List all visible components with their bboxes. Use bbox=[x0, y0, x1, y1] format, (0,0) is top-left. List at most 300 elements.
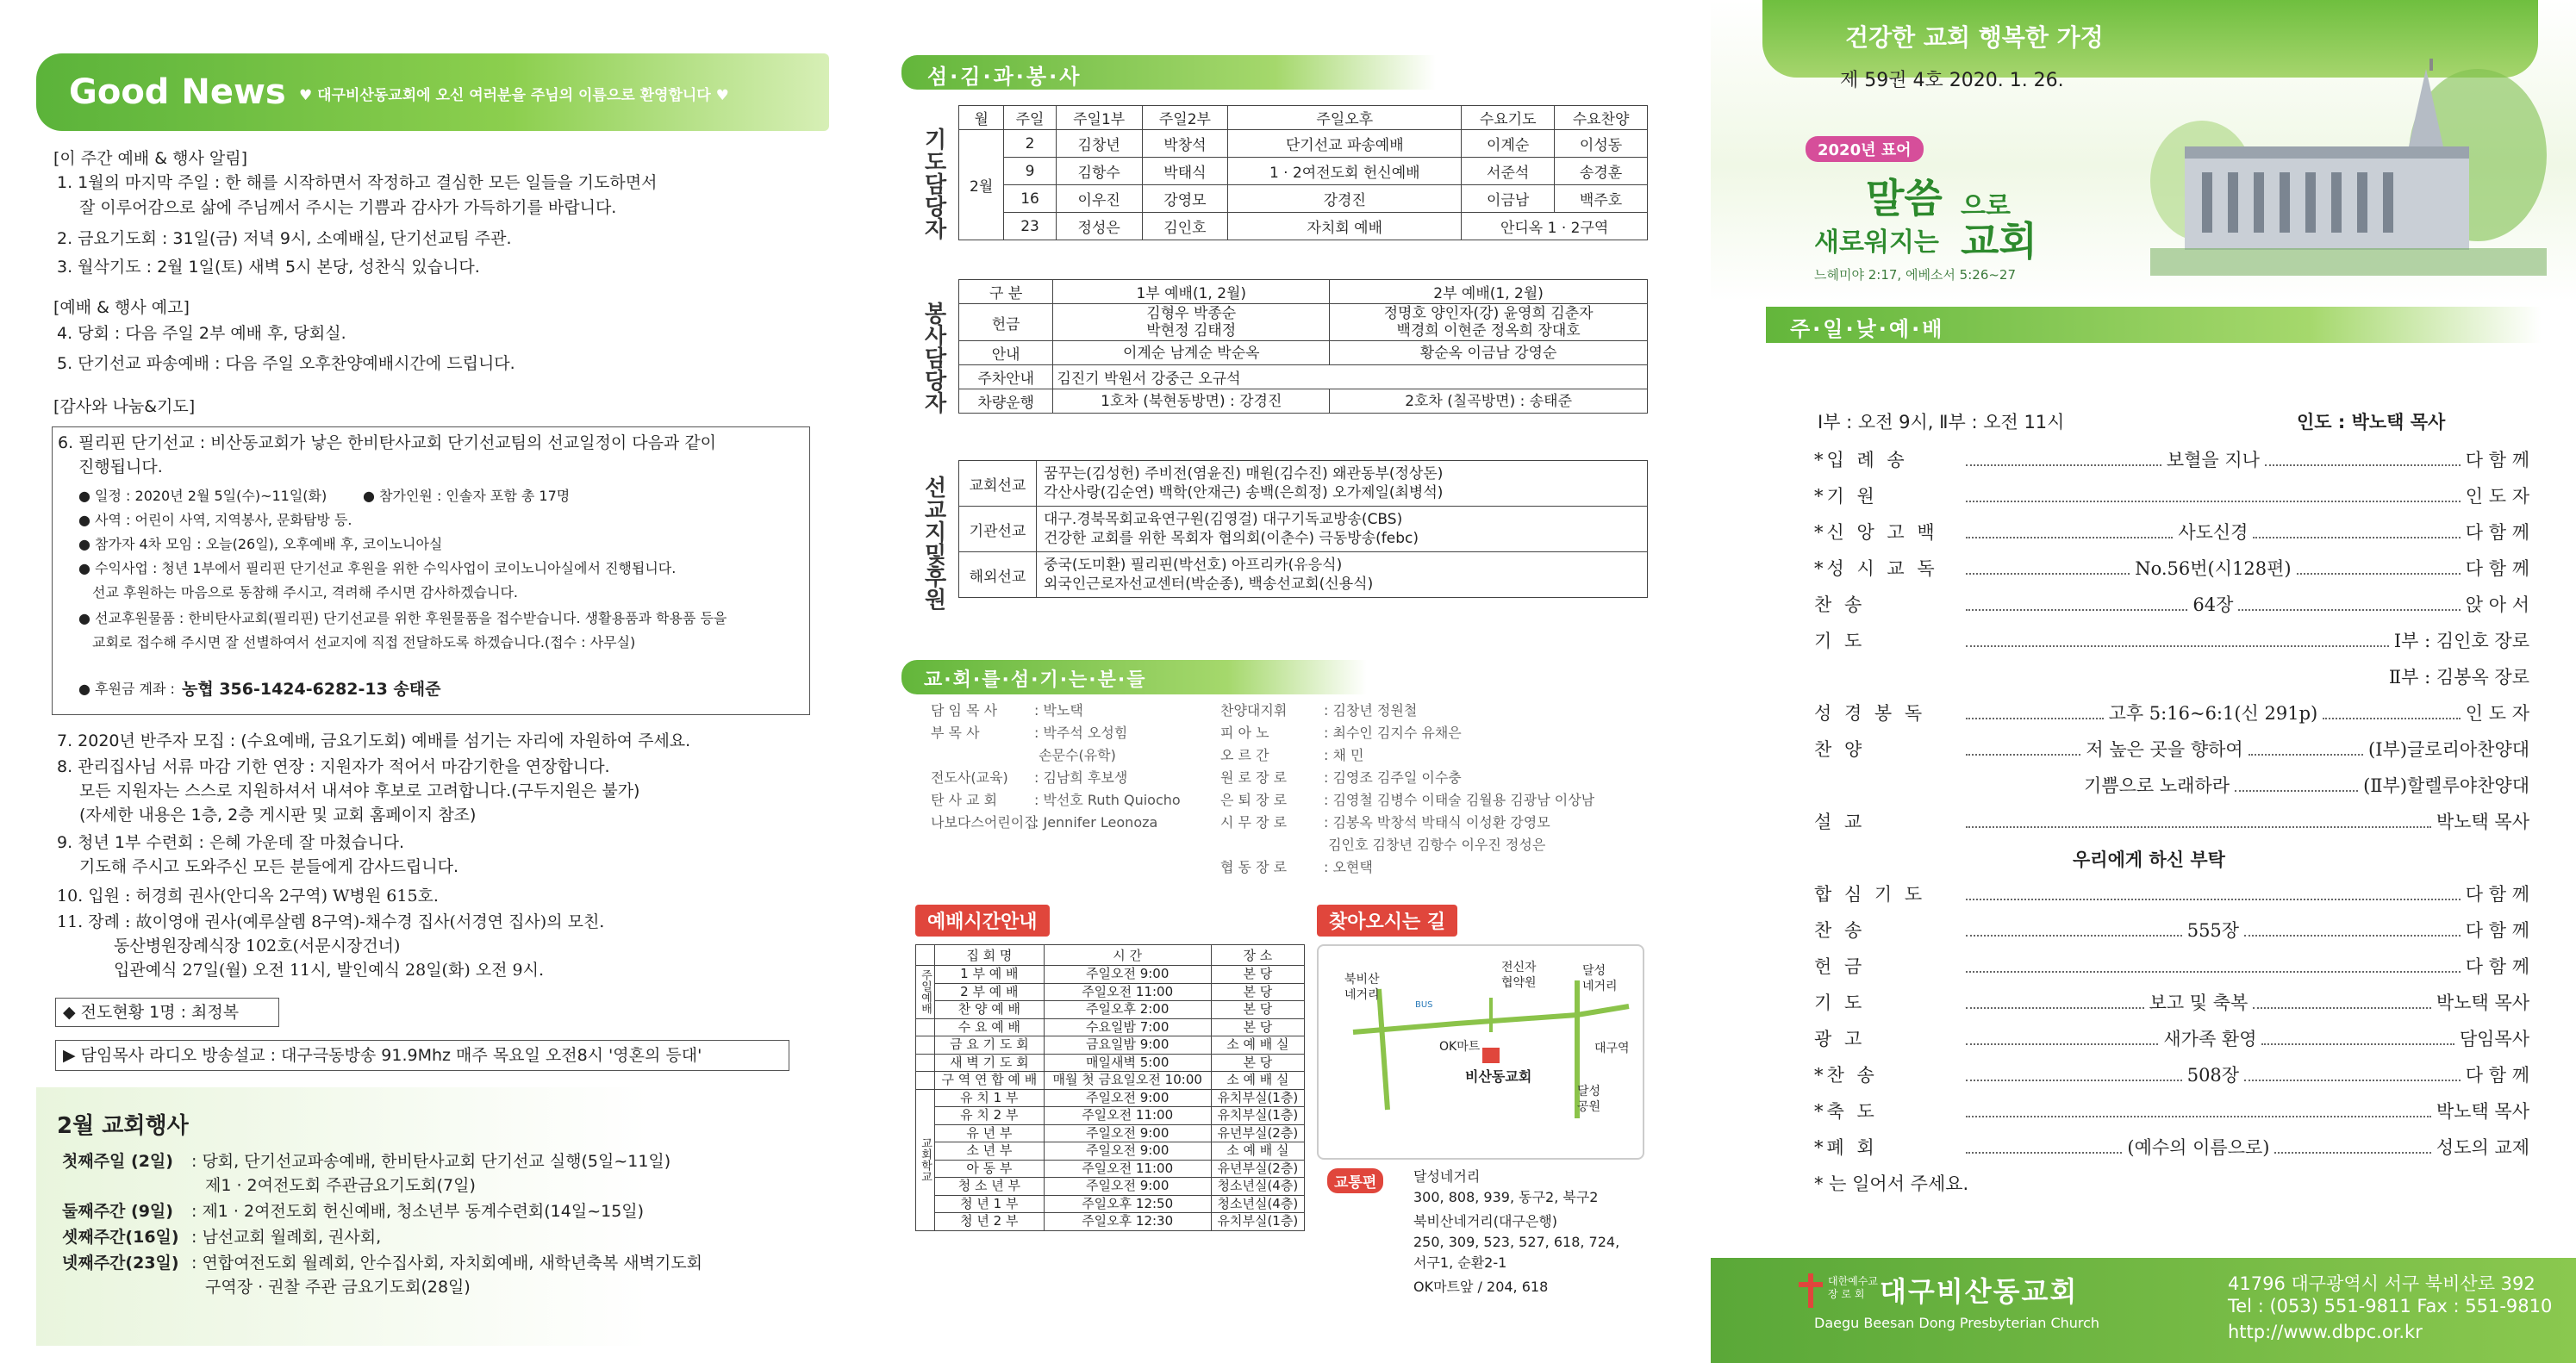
column-header: 월 bbox=[959, 106, 1004, 130]
table-row bbox=[959, 365, 1648, 389]
item-content: 555장 bbox=[2186, 920, 2240, 941]
church-logo-icon bbox=[1799, 1273, 1823, 1308]
worship-item bbox=[1814, 1027, 2529, 1051]
table-cell: 찬 양 예 배 bbox=[935, 1001, 1045, 1019]
leader-dots bbox=[1966, 464, 2161, 466]
worship-item bbox=[1814, 1136, 2529, 1160]
news-item: 6. 필리핀 단기선교 : 비산동교회가 낳은 한비탄사교회 단기선교팀의 선교일정이 다음과 같이 bbox=[58, 433, 717, 452]
table-cell: 단기선교 파송예배 bbox=[1228, 130, 1462, 158]
table-cell: 금요일밤 9:00 bbox=[1044, 1036, 1211, 1055]
week-text: : 당회, 단기선교파송예배, 한비탄사교회 단기선교 실행(5일~11일) bbox=[191, 1152, 671, 1171]
news-item: 교회로 접수해 주시면 잘 선별하여서 선교지에 직접 전달하도록 하겠습니다.(접수 : 사무실) bbox=[92, 634, 636, 650]
table-cell: 중국(도미환) 필리핀(박선호) 아프리카(유응식) 외국인근로자선교센터(박순종), 백송선교회(신용식) bbox=[1037, 552, 1648, 598]
item-leader: 다 함 께 bbox=[2465, 522, 2529, 543]
item-content: 기쁨으로 노래하라 bbox=[2084, 775, 2230, 796]
staff-title: 교·회·를·섬·기·는·분·들 bbox=[901, 660, 1367, 694]
staff-names: : 김영조 김주일 이수충 bbox=[1324, 769, 1462, 786]
february-events-title: 2월 교회행사 bbox=[57, 1113, 189, 1139]
section-heading: [감사와 나눔&기도] bbox=[53, 397, 196, 416]
worship-item bbox=[1814, 665, 2529, 689]
staff-role: 은 퇴 장 로 bbox=[1220, 792, 1288, 808]
motto-verse: 느헤미야 2:17, 에베소서 5:26~27 bbox=[1814, 267, 2017, 283]
group-label bbox=[916, 1036, 935, 1055]
item-content: (예수의 이름으로) bbox=[2127, 1137, 2270, 1158]
map-label: 전신자 협약원 bbox=[1501, 961, 1537, 990]
item-leader: 인 도 자 bbox=[2465, 486, 2529, 507]
staff-row bbox=[931, 746, 1116, 765]
item-content: No.56번(시128편) bbox=[2135, 558, 2292, 579]
staff-row bbox=[931, 701, 1083, 720]
worship-item bbox=[1814, 1063, 2529, 1087]
week-text: 구역장 · 권찰 주관 금요기도회(28일) bbox=[205, 1278, 471, 1297]
column-header: 시 간 bbox=[1044, 945, 1211, 966]
news-item: (자세한 내용은 1층, 2층 게시판 및 교회 홈페이지 참조) bbox=[79, 806, 477, 825]
table-row bbox=[959, 213, 1648, 240]
table-row bbox=[916, 983, 1305, 1001]
table-cell: 주일오전 11:00 bbox=[1044, 983, 1211, 1001]
church-name-english: Daegu Beesan Dong Presbyterian Church bbox=[1814, 1315, 2100, 1331]
leader-dots bbox=[1966, 501, 2461, 502]
row-label: 안내 bbox=[959, 341, 1053, 365]
table-cell: 16 bbox=[1004, 185, 1056, 213]
table-cell: 소 예 배 실 bbox=[1211, 1142, 1304, 1161]
table-cell: 유 치 2 부 bbox=[935, 1107, 1045, 1125]
bus-stop-icon: BUS bbox=[1415, 1000, 1433, 1010]
map-label: 북비산 네거리 bbox=[1344, 973, 1380, 1002]
mission-label: 선교지및후원 bbox=[920, 476, 946, 610]
item-name: 찬 송 bbox=[1814, 594, 1866, 615]
table-cell: 1 부 예 배 bbox=[935, 966, 1045, 984]
staff-role: 부 목 사 bbox=[931, 725, 980, 741]
leader-dots bbox=[2235, 790, 2358, 792]
evangelism-status: ◆ 전도현황 1명 : 최정복 bbox=[55, 998, 279, 1027]
week-label: 넷째주간(23일) bbox=[62, 1254, 179, 1273]
table-cell: 소 예 배 실 bbox=[1211, 1072, 1304, 1090]
news-item: ● 수익사업 : 청년 1부에서 필리핀 단기선교 후원을 위한 수익사업이 코이노니아실에서 진행됩니다. bbox=[78, 560, 677, 576]
map bbox=[1317, 944, 1644, 1160]
table-row bbox=[959, 461, 1648, 507]
staff-names: 손문수(유학) bbox=[1034, 747, 1116, 763]
motto-word: 교회 bbox=[1961, 218, 2037, 265]
table-cell: 유 년 부 bbox=[935, 1124, 1045, 1142]
table-row bbox=[916, 1072, 1305, 1090]
welcome-text: ♥ 대구비산동교회에 오신 여러분을 주님의 이름으로 환영합니다 ♥ bbox=[299, 87, 729, 104]
leader-dots bbox=[1966, 971, 2461, 973]
column-header: 수요기도 bbox=[1462, 106, 1555, 130]
staff-row bbox=[1220, 724, 1462, 743]
church-building-illustration bbox=[2150, 52, 2547, 276]
item-name: 찬 양 bbox=[1814, 739, 1866, 760]
table-cell: 본 당 bbox=[1211, 983, 1304, 1001]
table-cell: 유치부실(1층) bbox=[1211, 1089, 1304, 1107]
good-news-title: Good News bbox=[69, 72, 286, 112]
row-label: 차량운행 bbox=[959, 389, 1053, 414]
group-label bbox=[916, 1054, 935, 1072]
table-cell: 매일새벽 5:00 bbox=[1044, 1054, 1211, 1072]
staff-row bbox=[1220, 746, 1363, 765]
table-cell: 2 부 예 배 bbox=[935, 983, 1045, 1001]
news-item: 입관예식 27일(월) 오전 11시, 발인예식 28일(화) 오전 9시. bbox=[114, 961, 544, 980]
worship-column bbox=[1711, 0, 2576, 1363]
staff-row bbox=[1220, 701, 1417, 720]
staff-row bbox=[931, 769, 1127, 787]
staff-names: : 박주석 오성힘 bbox=[1034, 725, 1128, 741]
leader-dots bbox=[2323, 718, 2461, 719]
news-item: 10. 입원 : 허경희 권사(안디옥 2구역) W병원 615호. bbox=[57, 887, 439, 906]
table-cell: 주일오전 9:00 bbox=[1044, 1089, 1211, 1107]
table-cell: 주일오전 11:00 bbox=[1044, 1107, 1211, 1125]
table-cell: 김창년 bbox=[1056, 130, 1142, 158]
table-cell: 박태식 bbox=[1142, 158, 1228, 185]
worship-item bbox=[1814, 738, 2529, 762]
transport-stop: OK마트앞 / 204, 618 bbox=[1413, 1279, 1549, 1295]
table-cell: 본 당 bbox=[1211, 1018, 1304, 1036]
leader-dots bbox=[2253, 1007, 2431, 1009]
item-name: *신 앙 고 백 bbox=[1814, 522, 1938, 543]
leader-dots bbox=[2253, 537, 2460, 538]
denomination: 대한예수교 장 로 회 bbox=[1828, 1275, 1878, 1300]
worship-times-table bbox=[915, 944, 1305, 1231]
table-cell: 황순옥 이금남 강영순 bbox=[1330, 341, 1648, 365]
item-leader: 인 도 자 bbox=[2465, 703, 2530, 724]
table-cell: 1호차 (북현동방면) : 강경진 bbox=[1053, 389, 1330, 414]
staff-names: : 박노택 bbox=[1034, 702, 1083, 719]
february-events bbox=[36, 1087, 803, 1346]
footer bbox=[1711, 1258, 2576, 1363]
cross-road bbox=[1379, 989, 1388, 1110]
stand-note: * 는 일어서 주세요. bbox=[1814, 1173, 1969, 1194]
staff-names: : 김창년 정원철 bbox=[1324, 702, 1418, 719]
table-cell: 유 치 1 부 bbox=[935, 1089, 1045, 1107]
table-row bbox=[916, 1178, 1305, 1196]
prayer-label: 기도담당자 bbox=[920, 128, 946, 240]
item-name: 광 고 bbox=[1814, 1029, 1866, 1049]
news-column bbox=[0, 0, 853, 1363]
staff-names: 김인호 김창년 김항수 이우진 정성은 bbox=[1324, 837, 1546, 853]
item-leader: 다 함 께 bbox=[2465, 884, 2529, 905]
table-cell: 안디옥 1 · 2구역 bbox=[1462, 213, 1648, 240]
table-cell: 9 bbox=[1004, 158, 1056, 185]
leader-dots bbox=[1966, 537, 2173, 538]
table-cell: 매월 첫 금요일오전 10:00 bbox=[1044, 1072, 1211, 1090]
news-item: 잘 이루어감으로 삶에 주님께서 주시는 기쁨과 감사가 가득하기를 바랍니다. bbox=[79, 198, 617, 217]
staff-row bbox=[1220, 791, 1594, 810]
item-name: *폐 회 bbox=[1814, 1137, 1878, 1158]
table-cell: 김형우 박종순 박현정 김태정 bbox=[1053, 304, 1330, 341]
news-item: ● 사역 : 어린이 사역, 지역봉사, 문화탐방 등. bbox=[78, 512, 352, 528]
table-cell: 김항수 bbox=[1056, 158, 1142, 185]
item-content: 508장 bbox=[2186, 1065, 2240, 1086]
church-name: 대구비산동교회 bbox=[1880, 1275, 2079, 1308]
item-leader: 다 함 께 bbox=[2465, 920, 2529, 941]
prayer-table bbox=[958, 105, 1648, 240]
table-cell: 2호차 (칠곡방면) : 송태준 bbox=[1330, 389, 1648, 414]
news-item: 8. 관리집사님 서류 마감 기한 연장 : 지원자가 적어서 마감기한을 연장합니다. bbox=[57, 757, 610, 776]
issue-info: 제 59권 4호 2020. 1. 26. bbox=[1840, 70, 2064, 91]
table-cell: 수요일밤 7:00 bbox=[1044, 1018, 1211, 1036]
table-cell: 아 동 부 bbox=[935, 1160, 1045, 1178]
table-header bbox=[959, 106, 1648, 130]
worship-leader: 인도 : 박노택 목사 bbox=[2297, 412, 2446, 433]
leader-dots bbox=[1966, 609, 2187, 611]
leader-dots bbox=[1966, 1007, 2144, 1009]
worship-item bbox=[1814, 810, 2529, 834]
table-cell: 백주호 bbox=[1555, 185, 1648, 213]
table-row bbox=[959, 552, 1648, 598]
table-row bbox=[916, 1160, 1305, 1178]
staff-names: : 오현택 bbox=[1324, 859, 1373, 875]
row-label: 주차안내 bbox=[959, 365, 1053, 389]
staff-names: : 박선호 Ruth Quiocho bbox=[1034, 792, 1181, 808]
table-cell: 소 예 배 실 bbox=[1211, 1036, 1304, 1055]
worship-item bbox=[1814, 629, 2529, 653]
column-header: 주일 bbox=[1004, 106, 1056, 130]
news-item: ● 선교후원물품 : 한비탄사교회(필리핀) 단기선교를 위한 후원물품을 접수받습니다. 생활용품과 학용품 등을 bbox=[78, 610, 727, 626]
transport-buses: 300, 808, 939, 동구2, 북구2 bbox=[1413, 1189, 1599, 1205]
motto-word: 새로워지는 bbox=[1814, 227, 1939, 258]
news-item: 진행됩니다. bbox=[78, 457, 163, 476]
table-row bbox=[916, 966, 1305, 984]
leader-dots bbox=[2265, 464, 2461, 466]
staff-role: 원 로 장 로 bbox=[1220, 769, 1288, 786]
times-title: 예배시간안내 bbox=[915, 905, 1050, 937]
table-cell: 유년부실(2층) bbox=[1211, 1124, 1304, 1142]
item-name: 기 도 bbox=[1814, 993, 1866, 1013]
table-cell: 본 당 bbox=[1211, 1054, 1304, 1072]
table-cell: 주일오전 11:00 bbox=[1044, 1160, 1211, 1178]
cover-header bbox=[1711, 0, 2576, 302]
item-leader: 앉 아 서 bbox=[2465, 594, 2530, 615]
worship-title: 주·일·낮·예·배 bbox=[1766, 307, 2542, 343]
table-cell: 주일오후 12:30 bbox=[1044, 1213, 1211, 1231]
item-content: 고후 5:16~6:1(신 291p) bbox=[2108, 703, 2318, 724]
leader-dots bbox=[2261, 1043, 2454, 1045]
map-label: 대구역 bbox=[1594, 1042, 1630, 1055]
transport-label: 교통편 bbox=[1327, 1168, 1383, 1193]
row-label: 헌금 bbox=[959, 304, 1053, 341]
table-cell: 주일오후 12:50 bbox=[1044, 1195, 1211, 1213]
leader-dots bbox=[1966, 1043, 2158, 1045]
item-name: 합 심 기 도 bbox=[1814, 884, 1926, 905]
table-row bbox=[959, 158, 1648, 185]
service-label: 봉사담당자 bbox=[920, 302, 946, 414]
account-number: 농협 356-1424-6282-13 송태준 bbox=[182, 680, 441, 699]
table-row bbox=[916, 1195, 1305, 1213]
item-leader: 다 함 께 bbox=[2465, 558, 2529, 579]
worship-item bbox=[1814, 955, 2529, 979]
week-text: : 남선교회 월례회, 권사회, bbox=[191, 1228, 382, 1247]
phone-fax: Tel : (053) 551-9811 Fax : 551-9810 bbox=[2228, 1296, 2553, 1316]
group-label bbox=[916, 1072, 935, 1090]
map-title: 찾아오시는 길 bbox=[1317, 905, 1457, 937]
table-cell: 이금남 bbox=[1462, 185, 1555, 213]
leader-dots bbox=[1966, 718, 2104, 719]
staff-names: : 김영철 김병수 이태술 김월용 김광남 이상남 bbox=[1324, 792, 1595, 808]
staff-names: : Jennifer Leonoza bbox=[1034, 814, 1158, 831]
news-item: ● 참가자 4차 모임 : 오늘(26일), 오후예배 후, 코이노니아실 bbox=[78, 536, 443, 552]
column-header: 구 분 bbox=[959, 280, 1053, 304]
week-label: 첫째주일 (2일) bbox=[62, 1152, 173, 1171]
leader-dots bbox=[1966, 573, 2130, 575]
mission-table bbox=[958, 460, 1648, 598]
news-item: 3. 월삭기도 : 2월 1일(토) 새벽 5시 본당, 성찬식 있습니다. bbox=[57, 258, 480, 277]
item-leader: 다 함 께 bbox=[2465, 956, 2529, 977]
section-heading: [이 주간 예배 & 행사 알림] bbox=[53, 149, 248, 168]
row-label: 해외선교 bbox=[959, 552, 1037, 598]
table-header bbox=[959, 280, 1648, 304]
table-cell: 주일오전 9:00 bbox=[1044, 1142, 1211, 1161]
staff-row bbox=[1220, 813, 1550, 832]
news-item: 선교 후원하는 마음으로 동참해 주시고, 격려해 주시면 감사하겠습니다. bbox=[92, 584, 518, 601]
worship-item bbox=[1814, 593, 2529, 617]
news-item: ● 후원금 계좌 : bbox=[78, 681, 175, 697]
worship-item bbox=[1814, 918, 2529, 943]
table-cell: 새 벽 기 도 회 bbox=[935, 1054, 1045, 1072]
table-cell: 박창석 bbox=[1142, 130, 1228, 158]
item-name: *축 도 bbox=[1814, 1101, 1878, 1122]
table-cell: 수 요 예 배 bbox=[935, 1018, 1045, 1036]
table-cell: 유년부실(2층) bbox=[1211, 1160, 1304, 1178]
table-cell: 강경진 bbox=[1228, 185, 1462, 213]
motto-word: 말씀 bbox=[1866, 175, 1943, 221]
group-label: 주일예배 bbox=[916, 966, 935, 1019]
column-header: 수요찬양 bbox=[1555, 106, 1648, 130]
staff-names: : 최수인 김지수 유채은 bbox=[1324, 725, 1462, 741]
table-cell: 본 당 bbox=[1211, 1001, 1304, 1019]
news-item: 7. 2020년 반주자 모집 : (수요예배, 금요기도회) 예배를 섬기는 자리에 자원하여 주세요. bbox=[57, 731, 691, 750]
table-cell: 서준석 bbox=[1462, 158, 1555, 185]
column-header: 장 소 bbox=[1211, 945, 1304, 966]
column-header bbox=[916, 945, 935, 966]
worship-item bbox=[1814, 484, 2529, 508]
news-item: ● 일정 : 2020년 2월 5일(수)~11일(화) bbox=[78, 488, 327, 504]
column-header: 2부 예배(1, 2월) bbox=[1330, 280, 1648, 304]
leader-dots bbox=[2297, 573, 2461, 575]
worship-item bbox=[1814, 520, 2529, 545]
row-label: 교회선교 bbox=[959, 461, 1037, 507]
table-cell: 이성동 bbox=[1555, 130, 1648, 158]
news-item: 1. 1월의 마지막 주일 : 한 해를 시작하면서 작정하고 결심한 모든 일들을 기도하면서 bbox=[57, 173, 658, 192]
group-label: 교회학교 bbox=[916, 1089, 935, 1230]
table-cell: 자치회 예배 bbox=[1228, 213, 1462, 240]
serve-column bbox=[862, 0, 1706, 1363]
item-leader: 다 함 께 bbox=[2465, 450, 2530, 470]
item-leader: 박노택 목사 bbox=[2436, 993, 2530, 1013]
table-row bbox=[916, 1089, 1305, 1107]
table-row bbox=[959, 389, 1648, 414]
table-row bbox=[916, 1142, 1305, 1161]
table-cell: 주일오전 9:00 bbox=[1044, 1178, 1211, 1196]
staff-row bbox=[931, 813, 1157, 832]
news-item: 11. 장례 : 故이영애 권사(예루살렘 8구역)-채수경 집사(서경연 집사)의 모친. bbox=[57, 912, 605, 931]
week-text: 제1 · 2여전도회 주관금요기도회(7일) bbox=[205, 1176, 476, 1195]
map-label: OK마트 bbox=[1439, 1040, 1481, 1054]
item-leader: (Ⅱ부)할렐루야찬양대 bbox=[2363, 775, 2530, 796]
week-text: : 연합여전도회 월례회, 안수집사회, 자치회예배, 새학년축복 새벽기도회 bbox=[191, 1254, 703, 1273]
table-cell: 청소년실(4층) bbox=[1211, 1178, 1304, 1196]
serve-title: 섬·김·과·봉·사 bbox=[901, 55, 1436, 90]
item-leader: (Ⅰ부)글로리아찬양대 bbox=[2368, 739, 2530, 760]
item-content: 보고 및 축복 bbox=[2149, 993, 2249, 1013]
item-content: 사도신경 bbox=[2178, 522, 2249, 543]
table-cell: 주일오전 9:00 bbox=[1044, 1124, 1211, 1142]
worship-item bbox=[1814, 882, 2529, 906]
table-cell: 청 년 1 부 bbox=[935, 1195, 1045, 1213]
table-header bbox=[916, 945, 1305, 966]
table-cell: 주일오후 2:00 bbox=[1044, 1001, 1211, 1019]
table-cell: 대구.경북목회교육연구원(김영걸) 대구기독교방송(CBS) 건강한 교회를 위한 목회자 협의회(이춘수) 극동방송(febc) bbox=[1037, 507, 1648, 552]
map-label: 달성 공원 bbox=[1577, 1085, 1601, 1114]
staff-role: 오 르 간 bbox=[1220, 747, 1269, 763]
table-row bbox=[959, 304, 1648, 341]
table-cell: 본 당 bbox=[1211, 966, 1304, 984]
table-row bbox=[959, 507, 1648, 552]
week-text: : 제1 · 2여전도회 헌신예배, 청소년부 동계수련회(14일~15일) bbox=[191, 1202, 645, 1221]
website-link[interactable]: http://www.dbpc.or.kr bbox=[2228, 1322, 2423, 1342]
table-cell: 김진기 박원서 강중근 오규석 bbox=[1053, 365, 1648, 389]
item-leader: 박노택 목사 bbox=[2436, 812, 2529, 832]
group-label bbox=[916, 1018, 935, 1036]
table-cell: 구 역 연 합 예 배 bbox=[935, 1072, 1045, 1090]
motto-word: 으로 bbox=[1961, 191, 2011, 221]
leader-dots bbox=[1966, 1080, 2182, 1081]
week-label: 둘째주간 (9일) bbox=[62, 1202, 173, 1221]
row-label: 기관선교 bbox=[959, 507, 1037, 552]
worship-item bbox=[1814, 991, 2529, 1015]
leader-dots bbox=[2274, 1152, 2430, 1154]
leader-dots bbox=[1966, 826, 2431, 828]
staff-names: : 김남희 후보생 bbox=[1034, 769, 1128, 786]
table-row bbox=[959, 341, 1648, 365]
table-row bbox=[916, 1036, 1305, 1055]
service-times: Ⅰ부 : 오전 9시, Ⅱ부 : 오전 11시 bbox=[1818, 412, 2065, 433]
table-cell: 정성은 bbox=[1056, 213, 1142, 240]
column-header: 집 회 명 bbox=[935, 945, 1045, 966]
news-item: 2. 금요기도회 : 31일(금) 저녁 9시, 소예배실, 단기선교팀 주관. bbox=[57, 229, 512, 248]
table-cell: 유치부실(1층) bbox=[1211, 1107, 1304, 1125]
item-leader: 다 함 께 bbox=[2465, 1065, 2529, 1086]
motto-year-badge: 2020년 표어 bbox=[1806, 136, 1924, 162]
transport-buses: 서구1, 순환2-1 bbox=[1413, 1254, 1507, 1271]
table-row bbox=[916, 1107, 1305, 1125]
item-name: *성 시 교 독 bbox=[1814, 558, 1938, 579]
leader-dots bbox=[2238, 609, 2460, 611]
staff-role: 전도사(교육) bbox=[931, 769, 1008, 786]
item-name: 헌 금 bbox=[1814, 956, 1866, 977]
leader-dots bbox=[2244, 1080, 2461, 1081]
column-header: 1부 예배(1, 2월) bbox=[1053, 280, 1330, 304]
table-cell: 송경훈 bbox=[1555, 158, 1648, 185]
item-name: 설 교 bbox=[1814, 812, 1866, 832]
table-cell: 강영모 bbox=[1142, 185, 1228, 213]
table-cell: 청 소 년 부 bbox=[935, 1178, 1045, 1196]
table-cell: 청 년 2 부 bbox=[935, 1213, 1045, 1231]
table-row bbox=[916, 1124, 1305, 1142]
service-table bbox=[958, 279, 1648, 414]
radio-sermon: ▶ 담임목사 라디오 방송설교 : 대구극동방송 91.9Mhz 매주 목요일 오전8시 '영혼의 등대' bbox=[55, 1040, 789, 1071]
table-cell: 김인호 bbox=[1142, 213, 1228, 240]
cover-slogan: 건강한 교회 행복한 가정 bbox=[1845, 23, 2104, 52]
transport-buses: 250, 309, 523, 527, 618, 724, bbox=[1413, 1234, 1620, 1250]
week-label: 셋째주간(16일) bbox=[62, 1228, 179, 1247]
table-cell: 주일오전 9:00 bbox=[1044, 966, 1211, 984]
table-cell: 이계순 남계순 박순옥 bbox=[1053, 341, 1330, 365]
news-item: 4. 당회 : 다음 주일 2부 예배 후, 당회실. bbox=[57, 324, 346, 343]
item-name: 성 경 봉 독 bbox=[1814, 703, 1926, 724]
table-row bbox=[916, 1001, 1305, 1019]
news-item: 기도해 주시고 도와주신 모든 분들에게 감사드립니다. bbox=[79, 857, 459, 876]
item-name: 기 도 bbox=[1814, 631, 1866, 651]
